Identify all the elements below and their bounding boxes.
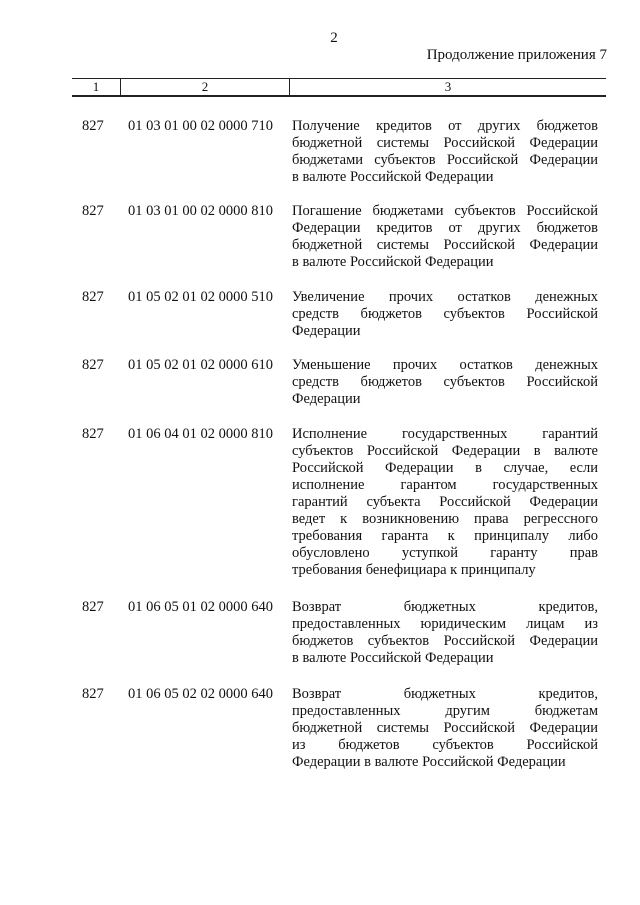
description-line: в валюте Российской Федерации: [292, 650, 494, 666]
description-line: ведет к возникновению права регрессного: [292, 511, 598, 527]
admin-code: 827: [82, 426, 104, 442]
description-line: Федерации: [292, 391, 361, 407]
description-line: средств бюджетов субъектов Российской: [292, 374, 598, 390]
continuation-label: Продолжение приложения 7: [426, 47, 607, 63]
description-line: Исполнение государственных гарантий: [292, 426, 598, 442]
description-line: субъектов Российской Федерации в валюте: [292, 443, 598, 459]
description-line: бюджетной системы Российской Федерации: [292, 135, 598, 151]
budget-code: 01 06 04 01 02 0000 810: [128, 426, 273, 442]
budget-code: 01 03 01 00 02 0000 810: [128, 203, 273, 219]
description-line: Возврат бюджетных кредитов,: [292, 686, 598, 702]
description-line: бюджетной системы Российской Федерации: [292, 720, 598, 736]
budget-code: 01 05 02 01 02 0000 610: [128, 357, 273, 373]
description-line: Российской Федерации в случае, если: [292, 460, 598, 476]
header-col-2: 2: [121, 79, 290, 95]
description: [292, 426, 598, 579]
page-number: 2: [330, 30, 338, 46]
admin-code: 827: [82, 203, 104, 219]
admin-code: 827: [82, 289, 104, 305]
budget-code: 01 06 05 01 02 0000 640: [128, 599, 273, 615]
description-line: исполнение гарантом государственных: [292, 477, 598, 493]
description-line: в валюте Российской Федерации: [292, 254, 494, 270]
admin-code: 827: [82, 686, 104, 702]
description-line: предоставленных юридическим лицам из: [292, 616, 598, 632]
header-col-3: 3: [444, 79, 452, 94]
description-line: требования гаранта к принципалу либо: [292, 528, 598, 544]
description-line: бюджетов субъектов Российской Федерации: [292, 633, 598, 649]
budget-code: 01 03 01 00 02 0000 710: [128, 118, 273, 134]
description-line: Возврат бюджетных кредитов,: [292, 599, 598, 615]
description-line: Получение кредитов от других бюджетов: [292, 118, 598, 134]
description-line: бюджетной системы Российской Федерации: [292, 237, 598, 253]
description-line: Увеличение прочих остатков денежных: [292, 289, 598, 305]
budget-code: 01 06 05 02 02 0000 640: [128, 686, 273, 702]
description-line: из бюджетов субъектов Российской: [292, 737, 598, 753]
description-line: средств бюджетов субъектов Российской: [292, 306, 598, 322]
description-line: гарантий субъекта Российской Федерации: [292, 494, 598, 510]
description-line: бюджетами субъектов Российской Федерации: [292, 152, 598, 168]
description-line: предоставленных другим бюджетам: [292, 703, 598, 719]
description: [292, 118, 598, 186]
description: [292, 203, 598, 271]
description-line: обусловлено уступкой гаранту прав: [292, 545, 598, 561]
description: [292, 599, 598, 667]
admin-code: 827: [82, 599, 104, 615]
description-line: Федерации: [292, 323, 361, 339]
description-line: Федерации кредитов от других бюджетов: [292, 220, 598, 236]
description-line: Уменьшение прочих остатков денежных: [292, 357, 598, 373]
description-line: в валюте Российской Федерации: [292, 169, 494, 185]
description: [292, 357, 598, 408]
description: [292, 686, 598, 771]
description-line: Погашение бюджетами субъектов Российской: [292, 203, 598, 219]
table-header: [72, 78, 606, 97]
description-line: Федерации в валюте Российской Федерации: [292, 754, 566, 770]
admin-code: 827: [82, 357, 104, 373]
description: [292, 289, 598, 340]
budget-code: 01 05 02 01 02 0000 510: [128, 289, 273, 305]
admin-code: 827: [82, 118, 104, 134]
header-col-1: 1: [72, 79, 121, 95]
description-line: требования бенефициара к принципалу: [292, 562, 536, 578]
